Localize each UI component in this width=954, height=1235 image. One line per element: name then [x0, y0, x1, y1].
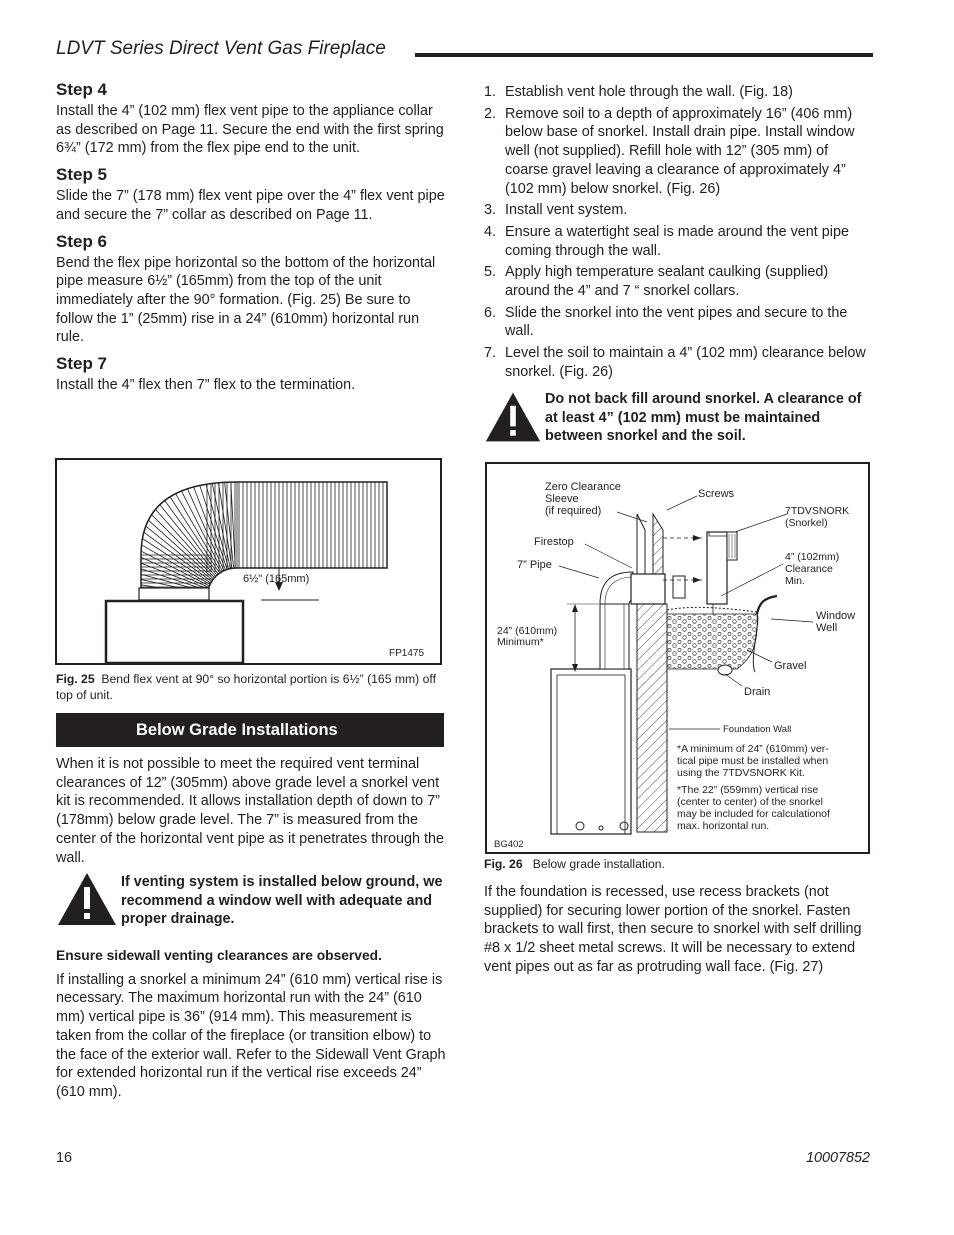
recess-text: If the foundation is recessed, use recess brackets (not supplied) for securing lower portion of the snorkel. Fasten brackets to wall first, then secure to snorkel with self drilling #8 x 1/2 sheet metal screws. It will be necessary to extend vent pipes out as far as protruding wall face. (Fig. 27)	[484, 884, 862, 975]
step-6-text: Bend the flex pipe horizontal so the bottom of the horizontal pipe measure 6½” (165mm) from the top of the unit immediately after the 90° formation. (Fig. 25) Be sure to follow the 1” (25mm) rise in a 24” (610mm) horizontal run rule.	[56, 254, 436, 346]
fig25-caption-text: Bend flex vent at 90° so horizontal portion is 6½” (165 mm) off top of unit.	[56, 672, 436, 702]
step-5-text: Slide the 7” (178 mm) flex vent pipe over the 4” flex vent pipe and secure the 7” collar as described on Page 11.	[56, 188, 445, 223]
figure-25	[55, 458, 442, 665]
fig26-caption	[484, 856, 872, 872]
step-4-text: Install the 4” (102 mm) flex vent pipe to the appliance collar as described on Page 11. Secure the end with the first spring 6¾” (172 mm) from the flex pipe end to the unit.	[56, 103, 444, 157]
left-column	[56, 80, 446, 395]
note-2c: may be included for calculationof	[677, 808, 830, 820]
list-item: 5. Apply high temperature sealant caulking (supplied) around the 4” and 7 “ snorkel collars.	[484, 264, 829, 300]
warning-icon	[484, 390, 542, 444]
label-foundation-wall: Foundation Wall	[723, 724, 792, 735]
note-1c: using the 7TDVSNORK Kit.	[677, 767, 805, 779]
fig26-caption-label: Fig. 26	[484, 857, 523, 871]
note-1b: tical pipe must be installed when	[677, 755, 829, 767]
label-sleeve: Sleeve	[545, 493, 579, 505]
right-warning-text: Do not back fill around snorkel. A clearance of at least 4” (102 mm) must be maintained between snorkel and the soil.	[545, 391, 862, 445]
fig25-dimension-label: 6½" (165mm)	[243, 573, 310, 585]
list-item: 2. Remove soil to a depth of approximately 16” (406 mm) below base of snorkel. Install drain pipe. Install window well (not supplied). Refill hole with 12” (305 mm) of coarse gravel leaving a clearance of approximately 4” (102 mm) below snorkel. (Fig. 26)	[484, 105, 855, 197]
snorkel-text: If installing a snorkel a minimum 24” (610 mm) vertical rise is necessary. The maximum horizontal run with the 24” (610 mm) vertical pipe is 36” (914 mm). This measurement is taken from the collar of the fireplace (or transition elbow) to the face of the exterior wall. Refer to the Sidewall Vent Graph for extended horizontal run if the vertical rise exceeds 24” (610 mm).	[56, 971, 446, 1100]
note-1a: *A minimum of 24” (610mm) ver-	[677, 743, 829, 755]
step-4-heading: Step 4	[56, 80, 108, 99]
document-number: 10007852	[805, 1150, 870, 1166]
label-drain: Drain	[744, 686, 771, 698]
figure-26	[485, 462, 870, 854]
flex-vent-illustration	[57, 460, 440, 663]
header-rule	[415, 53, 873, 57]
install-steps-list	[484, 83, 872, 382]
intro-text: When it is not possible to meet the required vent terminal clearances of 12” (305mm) above grade level a snorkel vent kit is recommended. It allows installation depth of down to 7” (178mm) below grade level. The 7” is measured from the center of the horizontal vent pipe as it penetrates through the wall.	[56, 756, 444, 866]
label-minimum: Minimum*	[497, 636, 544, 648]
label-if-required: (if required)	[545, 505, 602, 517]
fig25-caption	[56, 671, 436, 703]
fig26-code: BG402	[494, 839, 524, 850]
label-gravel: Gravel	[774, 660, 807, 672]
note-2a: *The 22” (559mm) vertical rise	[677, 784, 819, 796]
label-snorkel: (Snorkel)	[785, 517, 828, 529]
section-title-bar: Below Grade Installations	[56, 713, 444, 747]
note-2d: max. horizontal run.	[677, 820, 770, 832]
label-snorkel-model: 7TDVSNORK	[785, 505, 850, 517]
list-item: 7. Level the soil to maintain a 4” (102 mm) clearance below snorkel. (Fig. 26)	[484, 345, 866, 380]
label-24-min: 24” (610mm)	[497, 625, 558, 637]
right-warning	[484, 390, 874, 446]
fig26-caption-text: Below grade installation.	[532, 857, 665, 871]
below-grade-intro	[56, 755, 444, 867]
note-2b: (center to center) of the snorkel	[677, 796, 823, 808]
label-screws: Screws	[698, 488, 735, 500]
label-window: Window	[816, 610, 856, 622]
page-number: 16	[56, 1150, 73, 1166]
label-clearance: Clearance	[785, 563, 833, 575]
label-firestop: Firestop	[534, 536, 574, 548]
step-7-text: Install the 4” flex then 7” flex to the termination.	[56, 377, 356, 394]
label-well: Well	[816, 622, 838, 634]
fig25-code: FP1475	[389, 648, 425, 659]
label-min: Min.	[785, 575, 805, 587]
list-item: 3. Install vent system.	[484, 202, 628, 219]
below-grade-diagram	[487, 464, 868, 852]
recess-section	[484, 883, 872, 977]
step-7-heading: Step 7	[56, 354, 108, 374]
snorkel-section	[56, 947, 446, 1102]
left-warning-text: If venting system is installed below ground, we recommend a window well with adequate and proper drainage.	[121, 874, 443, 928]
label-clearance-dim: 4” (102mm)	[785, 551, 840, 563]
label-7-pipe: 7” Pipe	[517, 559, 552, 571]
list-item: 1. Establish vent hole through the wall. (Fig. 18)	[484, 84, 793, 100]
step-6-heading: Step 6	[56, 231, 108, 251]
list-item: 4. Ensure a watertight seal is made around the vent pipe coming through the wall.	[484, 223, 849, 259]
label-zero-clearance: Zero Clearance	[545, 481, 621, 493]
fig25-caption-label: Fig. 25	[56, 672, 95, 686]
right-column	[484, 83, 872, 385]
header-title: LDVT Series Direct Vent Gas Fireplace	[56, 38, 386, 59]
step-5-heading: Step 5	[56, 165, 108, 185]
left-warning	[56, 871, 446, 929]
list-item: 6. Slide the snorkel into the vent pipes and secure to the wall.	[484, 304, 848, 340]
ensure-clearances: Ensure sidewall venting clearances are observed.	[56, 948, 382, 963]
warning-icon	[56, 871, 118, 927]
